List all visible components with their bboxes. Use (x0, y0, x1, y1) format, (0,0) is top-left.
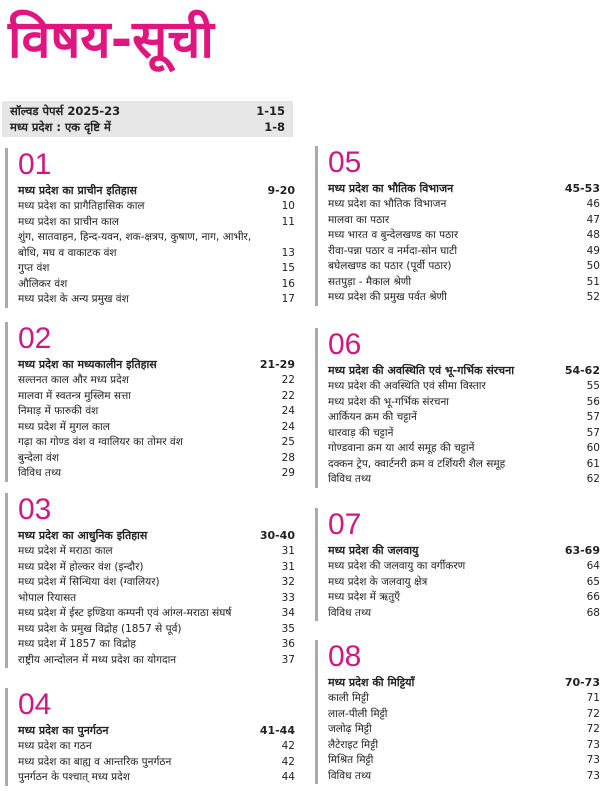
section-03 (5, 493, 295, 668)
entry-page: 57 (586, 411, 600, 423)
entry-label: विविध तथ्य (328, 473, 372, 485)
entry-page: 46 (586, 198, 600, 210)
toc-entry[interactable] (18, 261, 295, 277)
section-heading[interactable] (328, 362, 600, 379)
entry-page: 34 (281, 607, 295, 619)
entry-label: काली मिट्टी (328, 692, 369, 704)
entry-label: मध्य प्रदेश में ऋतुएँ (328, 591, 401, 603)
entry-label: मध्य प्रदेश के प्रमुख विद्रोह (1857 से पूर्व) (18, 622, 182, 635)
entry-label: मध्य प्रदेश का बाह्य व आन्तरिक पुनर्गठन (18, 755, 172, 768)
entry-page: 32 (281, 576, 295, 588)
section-heading[interactable] (328, 674, 600, 691)
heading-label: मध्य प्रदेश की मिट्टियाँ (328, 676, 415, 689)
toc-entry[interactable] (328, 426, 600, 442)
entry-label: सतपुड़ा - मैकाल श्रेणी (328, 275, 412, 288)
toc-entry[interactable] (328, 197, 600, 213)
heading-pages: 9-20 (267, 184, 295, 197)
entry-label: लैटेराइट मिट्टी (328, 738, 379, 751)
page-title: विषय-सूची (8, 10, 214, 70)
entry-label: पुनर्गठन के पश्चात् मध्य प्रदेश (18, 771, 130, 783)
top-pages: 1-15 (256, 104, 285, 118)
entry-page: 49 (586, 244, 600, 257)
heading-label: मध्य प्रदेश का भौतिक विभाजन (328, 182, 454, 195)
entry-page: 72 (586, 707, 600, 720)
entry-page: 28 (281, 451, 295, 464)
entry-label: औलिकर वंश (18, 277, 68, 290)
entry-page: 31 (281, 560, 295, 573)
entry-page: 44 (281, 771, 295, 783)
entry-label: मध्य प्रदेश में मराठा काल (18, 545, 113, 557)
entry-label: गुप्त वंश (18, 262, 50, 274)
entry-label: मध्य प्रदेश में होल्कर वंश (इन्दौर) (18, 560, 144, 573)
toc-entry[interactable] (328, 722, 600, 738)
entry-page: 51 (586, 275, 600, 288)
entry-page: 65 (586, 575, 600, 588)
section-08 (315, 640, 600, 784)
toc-entry[interactable] (18, 560, 295, 576)
entry-label: मध्य भारत व बुन्देलखण्ड का पठार (328, 229, 459, 241)
entry-label: मध्य प्रदेश की भू-गर्भिक संरचना (328, 395, 449, 408)
heading-pages: 63-69 (564, 544, 600, 557)
toc-entry[interactable] (328, 472, 600, 488)
entry-label: मालवा में स्वतन्त्र मुस्लिम सत्ता (18, 389, 131, 402)
entry-label: राष्ट्रीय आन्दोलन में मध्य प्रदेश का योगदान (18, 653, 177, 666)
entry-page: 11 (281, 215, 295, 228)
toc-entry[interactable] (328, 213, 600, 229)
entry-label: दक्कन ट्रेप, क्वार्टनरी क्रम व टर्शियरी शैल समूह (328, 457, 506, 470)
entry-label: निमाड़ में फारुकी वंश (18, 405, 99, 417)
entry-page: 60 (586, 442, 600, 454)
toc-entry[interactable] (328, 275, 600, 291)
entry-label: गढ़ा का गोण्ड वंश व ग्वालियर का तोमर वंश (18, 436, 183, 448)
section-heading[interactable] (328, 180, 600, 197)
top-box (2, 101, 293, 137)
entry-page: 29 (281, 467, 295, 479)
toc-entry[interactable] (328, 559, 600, 575)
entry-label: मध्य प्रदेश की जलवायु का वर्गीकरण (328, 560, 466, 572)
heading-pages: 70-73 (564, 676, 600, 689)
section-heading[interactable] (18, 182, 295, 199)
section-number: 08 (328, 640, 362, 673)
entry-label: मध्य प्रदेश के अन्य प्रमुख वंश (18, 293, 129, 305)
entry-page: 35 (281, 622, 295, 635)
entry-page: 31 (281, 545, 295, 557)
entry-label: मध्य प्रदेश की अवस्थिति एवं सीमा विस्तार (328, 380, 486, 392)
heading-label: मध्य प्रदेश का आधुनिक इतिहास (18, 529, 148, 542)
entry-label: मध्य प्रदेश में सिन्धिया वंश (ग्वालियर) (18, 576, 160, 588)
entry-page: 47 (586, 213, 600, 226)
entry-label: मिश्रित मिट्टी (328, 754, 374, 766)
toc-entry[interactable] (18, 653, 295, 669)
toc-entry[interactable] (328, 379, 600, 395)
heading-pages: 54-62 (564, 364, 600, 377)
entry-label: बघेलखण्ड का पठार (पूर्वी पठार) (328, 260, 452, 272)
toc-entry[interactable] (328, 590, 600, 606)
toc-entry[interactable] (328, 244, 600, 260)
toc-entry[interactable] (18, 404, 295, 420)
top-label: सॉल्वड पेपर्स 2025-23 (10, 104, 121, 118)
toc-entry[interactable] (328, 691, 600, 707)
entry-page: 52 (586, 291, 600, 303)
toc-entry[interactable] (328, 707, 600, 723)
section-number: 01 (18, 148, 52, 181)
entry-page: 73 (586, 738, 600, 751)
section-01 (5, 148, 295, 308)
section-number: 07 (328, 508, 362, 541)
toc-entry[interactable] (18, 451, 295, 467)
entry-page: 24 (281, 405, 295, 417)
entry-label: शुंग, सातवाहन, हिन्द-यवन, शक-क्षत्रप, कुषाण, नाग, आभीर, बोधि, मघ व वाकाटक वंश (18, 231, 252, 259)
entry-label: धारवाड़ की चट्टानें (328, 426, 394, 439)
toc-entry[interactable] (328, 395, 600, 411)
section-07 (315, 508, 600, 621)
entry-page: 71 (586, 692, 600, 704)
entry-label: मध्य प्रदेश में ईस्ट इण्डिया कम्पनी एवं आंग्ल-मराठा संघर्ष (18, 607, 232, 619)
top-pages: 1-8 (264, 120, 285, 134)
toc-entry[interactable] (18, 420, 295, 436)
entry-label: विविध तथ्य (328, 606, 372, 619)
entry-page: 37 (281, 653, 295, 666)
entry-page: 73 (586, 754, 600, 766)
entry-label: मध्य प्रदेश का भौतिक विभाजन (328, 198, 447, 210)
toc-entry[interactable] (328, 738, 600, 754)
entry-page: 55 (586, 380, 600, 392)
section-heading[interactable] (18, 356, 295, 373)
section-number: 02 (18, 322, 52, 355)
entry-label: बुन्देला वंश (18, 451, 59, 464)
toc-entry[interactable] (18, 230, 295, 261)
toc-entry[interactable] (328, 575, 600, 591)
entry-label: मध्य प्रदेश के जलवायु क्षेत्र (328, 575, 428, 588)
section-number: 03 (18, 493, 52, 526)
section-05 (315, 146, 600, 306)
section-heading[interactable] (18, 527, 295, 544)
toc-entry[interactable] (18, 575, 295, 591)
section-06 (315, 328, 600, 488)
toc-entry[interactable] (328, 259, 600, 275)
entry-label: जलोढ़ मिट्टी (328, 723, 372, 735)
toc-entry[interactable] (18, 466, 295, 482)
toc-entry[interactable] (18, 277, 295, 293)
top-row[interactable] (10, 103, 285, 119)
entry-page: 22 (281, 389, 295, 402)
entry-label: मध्य प्रदेश का गठन (18, 740, 92, 752)
toc-entry[interactable] (328, 769, 600, 785)
entry-label: विविध तथ्य (328, 769, 372, 782)
heading-pages: 21-29 (259, 358, 295, 371)
entry-label: लाल-पीली मिट्टी (328, 707, 388, 720)
entry-page: 66 (586, 591, 600, 603)
toc-entry[interactable] (18, 292, 295, 308)
entry-label: आर्कियन क्रम की चट्टानें (328, 411, 417, 423)
entry-page: 13 (281, 246, 295, 259)
toc-entry[interactable] (18, 544, 295, 560)
entry-label: मध्य प्रदेश का प्राचीन काल (18, 215, 119, 228)
toc-entry[interactable] (18, 637, 295, 653)
entry-page: 48 (586, 229, 600, 241)
toc-entry[interactable] (18, 739, 295, 755)
entry-label: मध्य प्रदेश में 1857 का विद्रोह (18, 638, 136, 650)
toc-entry[interactable] (18, 770, 295, 786)
heading-label: मध्य प्रदेश की अवस्थिति एवं भू-गर्भिक संरचना (328, 364, 515, 377)
section-heading[interactable] (18, 722, 295, 739)
entry-label: मध्य प्रदेश का प्रागैतिहासिक काल (18, 200, 145, 212)
entry-page: 61 (586, 457, 600, 470)
section-04 (5, 688, 295, 786)
entry-page: 24 (281, 420, 295, 433)
section-number: 04 (18, 688, 52, 721)
toc-entry[interactable] (18, 373, 295, 389)
toc-entry[interactable] (18, 606, 295, 622)
entry-page: 56 (586, 395, 600, 408)
toc-entry[interactable] (328, 753, 600, 769)
toc-entry[interactable] (18, 591, 295, 607)
entry-page: 72 (586, 723, 600, 735)
toc-entry[interactable] (328, 228, 600, 244)
entry-page: 10 (281, 200, 295, 212)
toc-entry[interactable] (328, 410, 600, 426)
entry-page: 64 (586, 560, 600, 572)
entry-label: मध्य प्रदेश की प्रमुख पर्वत श्रेणी (328, 291, 447, 303)
entry-label: रीवा-पन्ना पठार व नर्मदा-सोन घाटी (328, 244, 458, 257)
heading-label: मध्य प्रदेश का प्राचीन इतिहास (18, 184, 137, 197)
entry-page: 62 (586, 473, 600, 485)
entry-page: 16 (281, 277, 295, 290)
toc-entry[interactable] (328, 606, 600, 622)
toc-entry[interactable] (328, 441, 600, 457)
section-number: 05 (328, 146, 362, 179)
entry-label: गोण्डवाना क्रम या आर्य समूह की चट्टानें (328, 442, 475, 454)
entry-page: 36 (281, 638, 295, 650)
entry-label: सल्तनत काल और मध्य प्रदेश (18, 374, 129, 386)
toc-entry[interactable] (18, 215, 295, 231)
heading-label: मध्य प्रदेश का मध्यकालीन इतिहास (18, 358, 157, 371)
entry-label: विविध तथ्य (18, 467, 62, 479)
section-number: 06 (328, 328, 362, 361)
entry-label: मध्य प्रदेश में मुगल काल (18, 420, 110, 433)
entry-page: 22 (281, 374, 295, 386)
top-row[interactable] (10, 119, 285, 135)
toc-entry[interactable] (328, 457, 600, 473)
entry-page: 25 (281, 436, 295, 448)
toc-entry[interactable] (328, 290, 600, 306)
heading-pages: 41-44 (259, 724, 295, 737)
heading-pages: 45-53 (564, 182, 600, 195)
toc-entry[interactable] (18, 435, 295, 451)
toc-entry[interactable] (18, 199, 295, 215)
toc-entry[interactable] (18, 755, 295, 771)
entry-page: 73 (586, 769, 600, 782)
heading-pages: 30-40 (259, 529, 295, 542)
section-02 (5, 322, 295, 482)
entry-page: 33 (281, 591, 295, 604)
toc-entry[interactable] (18, 389, 295, 405)
entry-page: 17 (281, 293, 295, 305)
entry-page: 42 (281, 755, 295, 768)
heading-label: मध्य प्रदेश का पुनर्गठन (18, 724, 109, 737)
toc-entry[interactable] (18, 622, 295, 638)
entry-page: 50 (586, 260, 600, 272)
top-label: मध्य प्रदेश : एक दृष्टि में (10, 120, 111, 134)
entry-label: भोपाल रियासत (18, 591, 77, 604)
section-heading[interactable] (328, 542, 600, 559)
entry-page: 42 (281, 740, 295, 752)
entry-page: 68 (586, 606, 600, 619)
entry-page: 57 (586, 426, 600, 439)
entry-label: मालवा का पठार (328, 213, 390, 226)
entry-page: 15 (281, 262, 295, 274)
heading-label: मध्य प्रदेश की जलवायु (328, 544, 419, 557)
